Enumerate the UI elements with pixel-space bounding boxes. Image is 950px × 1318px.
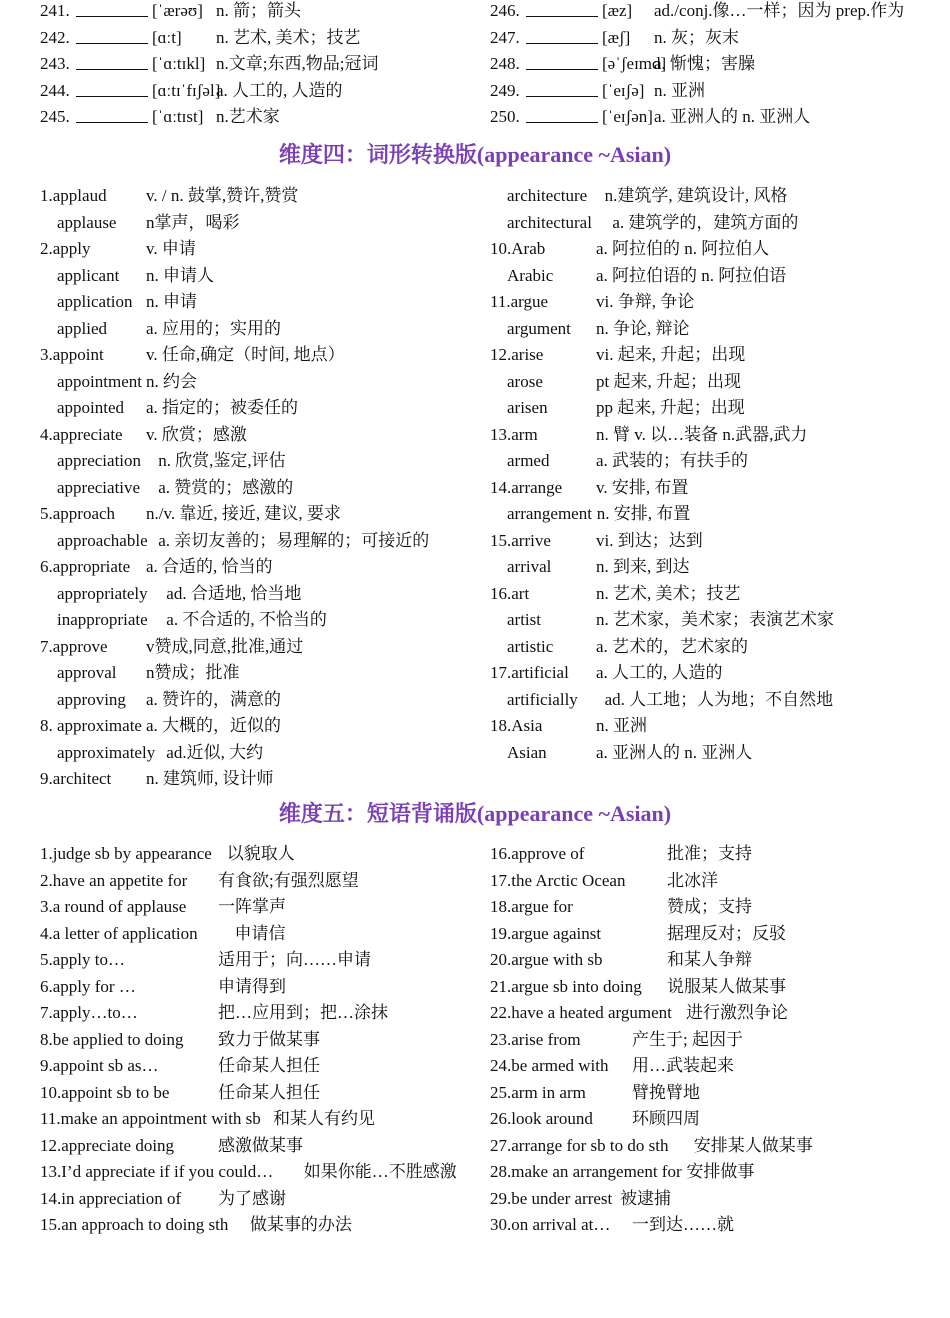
entry-number: 242. bbox=[40, 27, 70, 47]
phrase-meaning: 安排做事 bbox=[686, 1162, 755, 1181]
phrase-meaning: 把…应用到；把…涂抹 bbox=[218, 1003, 388, 1022]
phrase-meaning: 臂挽臂地 bbox=[632, 1082, 700, 1102]
word-definition: a. 指定的；被委任的 bbox=[146, 398, 299, 417]
word-definition: a. 亲切友善的；易理解的；可接近的 bbox=[158, 530, 430, 550]
phrase-meaning: 产生于; 起因于 bbox=[632, 1029, 743, 1049]
word-form: 14.arrange bbox=[490, 477, 563, 497]
phrase-meaning: 一阵掌声 bbox=[218, 897, 286, 916]
answer-blank[interactable] bbox=[526, 29, 598, 44]
phrase: 5.apply to… bbox=[40, 950, 125, 969]
phrase-meaning: 和某人争辩 bbox=[667, 950, 752, 969]
phrase-meaning: 北冰洋 bbox=[667, 870, 718, 890]
phrase: 25.arm in arm bbox=[490, 1082, 586, 1102]
phrase: 2.have an appetite for bbox=[40, 870, 188, 890]
answer-blank[interactable] bbox=[526, 108, 598, 123]
word-definition: n赞成；批准 bbox=[146, 663, 240, 682]
word-definition: a. 合适的, 恰当的 bbox=[146, 557, 273, 576]
word-definition: ad. 人工地；人为地；不自然地 bbox=[604, 689, 834, 709]
definition: a. 惭愧；害臊 bbox=[654, 54, 756, 73]
definition: a. 人工的, 人造的 bbox=[216, 80, 343, 100]
phrase: 30.on arrival at… bbox=[490, 1215, 611, 1234]
word-definition: n掌声，喝彩 bbox=[146, 212, 240, 232]
word-definition: n. 亚洲 bbox=[596, 716, 647, 735]
phrase: 7.apply…to… bbox=[40, 1003, 138, 1022]
answer-blank[interactable] bbox=[76, 55, 148, 70]
word-form: approval bbox=[57, 663, 117, 682]
word-form: application bbox=[57, 292, 133, 311]
word-definition: vi. 起来, 升起；出现 bbox=[596, 345, 746, 364]
word-form: appreciation bbox=[57, 451, 142, 470]
word-definition: a. 赞赏的；感激的 bbox=[158, 477, 294, 497]
word-form: architecture bbox=[507, 186, 588, 205]
word-definition: vi. 争辩, 争论 bbox=[596, 292, 695, 311]
phrase: 12.appreciate doing bbox=[40, 1135, 175, 1155]
phrase-meaning: 据理反对；反驳 bbox=[667, 923, 786, 943]
word-definition: n. 欣赏,鉴定,评估 bbox=[158, 451, 286, 470]
word-definition: a. 大概的，近似的 bbox=[146, 716, 282, 735]
word-definition: v. / n. 鼓掌,赞许,赞赏 bbox=[146, 186, 299, 205]
phrase-meaning: 环顾四周 bbox=[632, 1109, 700, 1128]
word-definition: a. 阿拉伯语的 n. 阿拉伯语 bbox=[596, 265, 787, 285]
word-definition: a. 应用的；实用的 bbox=[146, 318, 282, 338]
phrase: 23.arise from bbox=[490, 1029, 581, 1049]
phrase-meaning: 适用于；向……申请 bbox=[218, 950, 371, 969]
word-form: 3.appoint bbox=[40, 345, 104, 364]
definition: ad./conj.像…一样；因为 prep.作为 bbox=[654, 1, 905, 20]
definition: n.文章;东西,物品;冠词 bbox=[216, 54, 379, 73]
word-form: 2.apply bbox=[40, 239, 91, 258]
phrase-meaning: 申请得到 bbox=[218, 976, 286, 996]
phrase-meaning: 有食欲;有强烈愿望 bbox=[218, 870, 359, 890]
entry-number: 250. bbox=[490, 107, 520, 126]
phonetic: [ˈeɪʃən] bbox=[602, 107, 653, 126]
word-definition: n.建筑学, 建筑设计, 风格 bbox=[604, 186, 788, 205]
phonetic: [æz] bbox=[602, 1, 633, 20]
word-definition: a. 亚洲人的 n. 亚洲人 bbox=[596, 742, 753, 762]
word-definition: a. 不合适的, 不恰当的 bbox=[166, 610, 327, 629]
answer-blank[interactable] bbox=[76, 29, 148, 44]
phrase-meaning: 用…武装起来 bbox=[632, 1056, 734, 1075]
entry-number: 245. bbox=[40, 107, 70, 126]
answer-blank[interactable] bbox=[526, 2, 598, 17]
answer-blank[interactable] bbox=[76, 82, 148, 97]
phonetic: [ˈɑːtɪst] bbox=[152, 107, 204, 126]
phrase-meaning: 为了感谢 bbox=[218, 1188, 286, 1208]
word-definition: v. 任命,确定（时间, 地点） bbox=[146, 345, 345, 364]
phrase: 6.apply for … bbox=[40, 976, 136, 996]
word-form: 15.arrive bbox=[490, 530, 551, 550]
word-definition: n. 艺术家，美术家；表演艺术家 bbox=[596, 610, 834, 629]
phrase-meaning: 安排某人做某事 bbox=[693, 1135, 813, 1155]
word-form: approximately bbox=[57, 742, 156, 762]
answer-blank[interactable] bbox=[76, 2, 148, 17]
word-definition: a. 赞许的，满意的 bbox=[146, 689, 282, 709]
word-form: arrangement bbox=[507, 504, 592, 523]
word-form: artificially bbox=[507, 689, 578, 709]
word-form: applause bbox=[57, 212, 117, 232]
definition: n. 亚洲 bbox=[654, 80, 705, 100]
phrase-meaning: 赞成；支持 bbox=[667, 897, 752, 916]
word-form: appropriately bbox=[57, 583, 148, 603]
word-form: 16.art bbox=[490, 583, 530, 603]
word-form: appointed bbox=[57, 398, 125, 417]
phonetic: [æʃ] bbox=[602, 27, 631, 47]
word-definition: n. 约会 bbox=[146, 371, 197, 391]
word-form: artistic bbox=[507, 636, 554, 656]
entry-number: 246. bbox=[490, 1, 520, 20]
entry-number: 248. bbox=[490, 54, 520, 73]
definition: a. 亚洲人的 n. 亚洲人 bbox=[654, 107, 811, 126]
word-form: appreciative bbox=[57, 477, 141, 497]
phrase-meaning: 任命某人担任 bbox=[218, 1082, 320, 1102]
entry-number: 244. bbox=[40, 80, 70, 100]
answer-blank[interactable] bbox=[76, 108, 148, 123]
phrase-meaning: 一到达……就 bbox=[632, 1215, 734, 1234]
word-form: appointment bbox=[57, 371, 142, 391]
phrase-meaning: 被逮捕 bbox=[620, 1188, 671, 1208]
word-form: applied bbox=[57, 318, 108, 338]
word-form: 9.architect bbox=[40, 769, 112, 788]
phrase: 4.a letter of application bbox=[40, 923, 198, 943]
phrase-meaning: 做某事的办法 bbox=[249, 1215, 352, 1234]
phrase-meaning: 进行激烈争论 bbox=[686, 1003, 788, 1022]
word-definition: v. 欣赏；感激 bbox=[146, 424, 247, 444]
word-definition: a. 人工的, 人造的 bbox=[596, 663, 723, 682]
word-definition: vi. 到达；达到 bbox=[596, 530, 703, 550]
phonetic: [ˈeɪʃə] bbox=[602, 80, 645, 100]
word-definition: v赞成,同意,批准,通过 bbox=[146, 636, 304, 656]
word-form: 6.appropriate bbox=[40, 557, 131, 576]
word-form: artist bbox=[507, 610, 541, 629]
phrase: 11.make an appointment with sb bbox=[40, 1109, 261, 1128]
entry-number: 249. bbox=[490, 80, 520, 100]
word-form: architectural bbox=[507, 212, 592, 232]
word-form: arisen bbox=[507, 398, 548, 417]
phrase-meaning: 致力于做某事 bbox=[218, 1029, 320, 1049]
phrase: 26.look around bbox=[490, 1109, 593, 1128]
word-definition: n. 争论, 辩论 bbox=[596, 318, 690, 338]
phrase-meaning: 申请信 bbox=[234, 923, 286, 943]
word-definition: n. 申请人 bbox=[146, 265, 214, 285]
word-definition: n. 艺术, 美术；技艺 bbox=[596, 583, 741, 603]
answer-blank[interactable] bbox=[526, 82, 598, 97]
phrase-meaning: 任命某人担任 bbox=[218, 1056, 320, 1075]
word-definition: a. 建筑学的，建筑方面的 bbox=[612, 212, 799, 232]
phonetic: [ˈɑːtɪkl] bbox=[152, 54, 206, 73]
section-four-title: 维度四：词形转换版(appearance ~Asian) bbox=[278, 142, 672, 167]
word-form: inappropriate bbox=[57, 610, 148, 629]
phrase: 1.judge sb by appearance bbox=[40, 844, 212, 863]
definition: n. 箭；箭头 bbox=[216, 1, 301, 20]
entry-number: 241. bbox=[40, 1, 70, 20]
word-form: approving bbox=[57, 689, 126, 709]
phrase-meaning: 说服某人做某事 bbox=[667, 976, 786, 996]
word-form: 1.applaud bbox=[40, 186, 107, 205]
phrase: 29.be under arrest bbox=[490, 1188, 613, 1208]
section-five-title: 维度五：短语背诵版(appearance ~Asian) bbox=[278, 801, 672, 826]
phrase-meaning: 和某人有约见 bbox=[273, 1109, 375, 1128]
entry-number: 247. bbox=[490, 27, 520, 47]
phrase: 18.argue for bbox=[490, 897, 573, 916]
definition: n. 灰；灰末 bbox=[654, 27, 739, 47]
word-definition: n. 申请 bbox=[146, 292, 197, 311]
word-definition: n. 安排, 布置 bbox=[596, 504, 691, 523]
word-form: 17.artificial bbox=[490, 663, 569, 682]
word-definition: v. 申请 bbox=[146, 239, 196, 258]
phonetic: [ˈærəʊ] bbox=[152, 1, 203, 20]
word-form: arose bbox=[507, 371, 543, 391]
phrase: 9.appoint sb as… bbox=[40, 1056, 159, 1075]
word-form: 18.Asia bbox=[490, 716, 543, 735]
word-form: 8. approximate bbox=[40, 716, 142, 735]
phrase-meaning: 批准；支持 bbox=[667, 844, 752, 863]
phrase: 15.an approach to doing sth bbox=[40, 1215, 229, 1234]
word-form: 11.argue bbox=[490, 292, 549, 311]
phrase: 24.be armed with bbox=[490, 1056, 609, 1075]
word-definition: n. 臂 v. 以…装备 n.武器,武力 bbox=[596, 424, 808, 444]
word-definition: ad. 合适地, 恰当地 bbox=[166, 583, 302, 603]
phrase: 22.have a heated argument bbox=[490, 1003, 672, 1022]
word-definition: ad.近似, 大约 bbox=[166, 742, 264, 762]
phrase-meaning: 感激做某事 bbox=[218, 1135, 303, 1155]
phrase: 8.be applied to doing bbox=[40, 1029, 184, 1049]
phrase-meaning: 以貌取人 bbox=[226, 844, 295, 863]
phrase-meaning: 如果你能…不胜感激 bbox=[303, 1162, 457, 1181]
phrase: 28.make an arrangement for bbox=[490, 1162, 682, 1181]
word-definition: pt 起来, 升起；出现 bbox=[596, 371, 741, 391]
phrase: 13.I’d appreciate if if you could… bbox=[40, 1162, 274, 1181]
phrase: 3.a round of applause bbox=[40, 897, 187, 916]
word-definition: v. 安排, 布置 bbox=[596, 477, 689, 497]
phonetic: [əˈʃeɪmd] bbox=[602, 54, 667, 73]
word-form: argument bbox=[507, 318, 571, 338]
phonetic: [ɑːtɪˈfɪʃəl] bbox=[152, 80, 221, 100]
word-form: 5.approach bbox=[40, 504, 116, 523]
phrase: 27.arrange for sb to do sth bbox=[490, 1135, 669, 1155]
phrase: 19.argue against bbox=[490, 923, 602, 943]
definition: n. 艺术, 美术；技艺 bbox=[216, 27, 361, 47]
word-form: Arabic bbox=[507, 265, 554, 285]
word-form: 4.appreciate bbox=[40, 424, 123, 444]
word-form: arrival bbox=[507, 557, 552, 576]
word-form: Asian bbox=[507, 742, 547, 762]
word-form: 7.approve bbox=[40, 636, 108, 656]
phonetic: [ɑːt] bbox=[152, 27, 182, 47]
word-definition: n. 到来, 到达 bbox=[596, 557, 690, 576]
word-form: 13.arm bbox=[490, 424, 538, 444]
entry-number: 243. bbox=[40, 54, 70, 73]
definition: n.艺术家 bbox=[216, 107, 280, 126]
phrase: 20.argue with sb bbox=[490, 950, 603, 969]
word-form: 10.Arab bbox=[490, 239, 546, 258]
word-definition: a. 阿拉伯的 n. 阿拉伯人 bbox=[596, 239, 770, 258]
phrase: 17.the Arctic Ocean bbox=[490, 870, 626, 890]
word-form: armed bbox=[507, 451, 550, 470]
phrase: 21.argue sb into doing bbox=[490, 976, 642, 996]
word-form: approachable bbox=[57, 530, 148, 550]
word-definition: a. 艺术的，艺术家的 bbox=[596, 636, 749, 656]
phrase: 10.appoint sb to be bbox=[40, 1082, 170, 1102]
phrase: 16.approve of bbox=[490, 844, 585, 863]
word-definition: a. 武装的；有扶手的 bbox=[596, 451, 749, 470]
word-form: 12.arise bbox=[490, 345, 544, 364]
word-form: applicant bbox=[57, 265, 120, 285]
word-definition: pp 起来, 升起；出现 bbox=[596, 398, 745, 417]
word-definition: n./v. 靠近, 接近, 建议, 要求 bbox=[146, 504, 341, 523]
answer-blank[interactable] bbox=[526, 55, 598, 70]
phrase: 14.in appreciation of bbox=[40, 1188, 182, 1208]
word-definition: n. 建筑师, 设计师 bbox=[146, 769, 274, 788]
